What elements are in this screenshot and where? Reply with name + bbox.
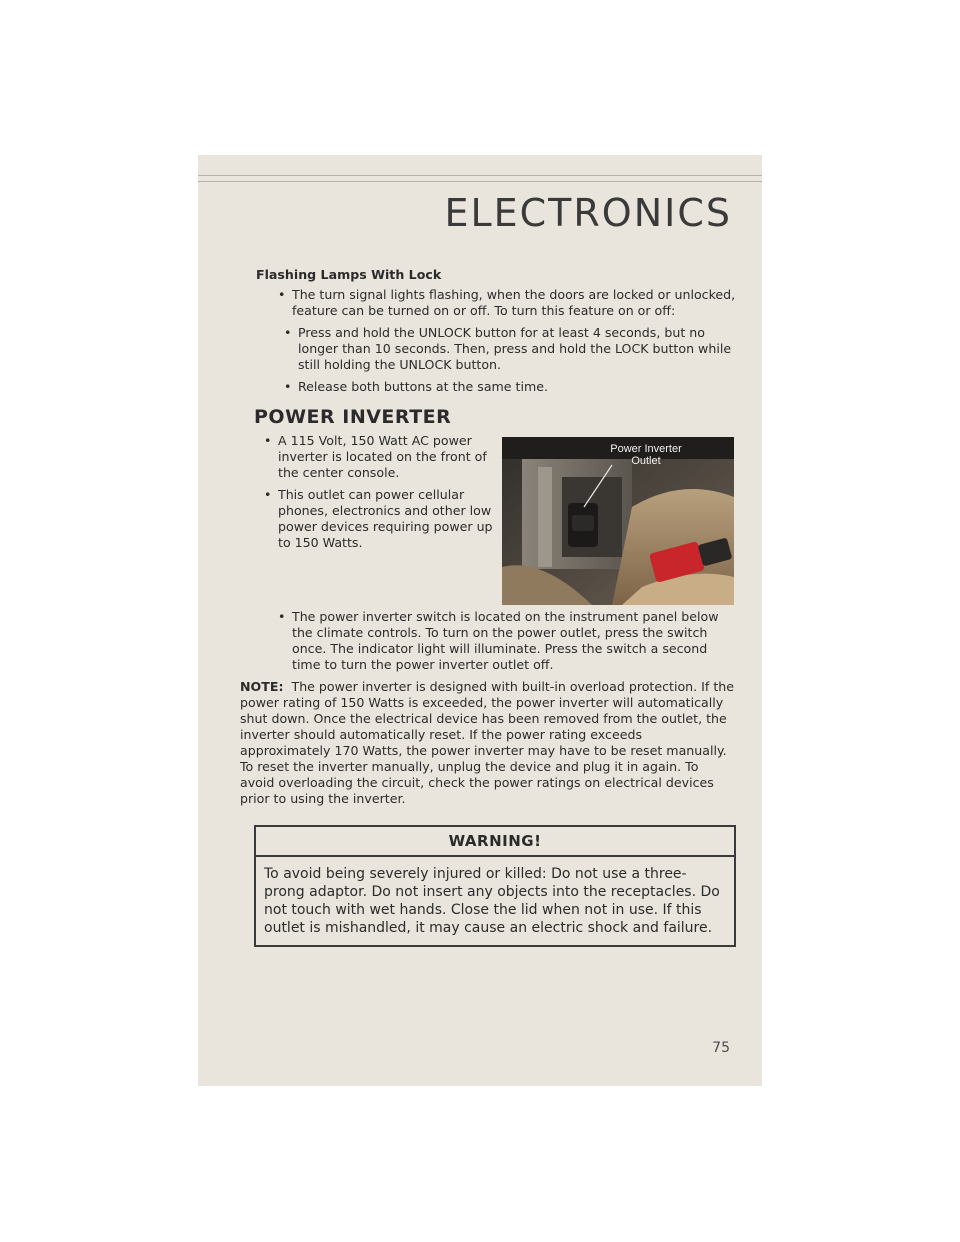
- inverter-row: [256, 433, 736, 609]
- list-item: • A 115 Volt, 150 Watt AC power inverter is located on the front of the center console.: [256, 433, 496, 481]
- list-item: • Release both buttons at the same time.: [256, 379, 736, 395]
- flashing-lamps-heading: Flashing Lamps With Lock: [256, 267, 442, 282]
- inverter-text: [256, 433, 496, 551]
- flashing-lamps-list: [256, 287, 736, 395]
- warning-box: [254, 825, 736, 947]
- inverter-list: [256, 433, 496, 551]
- power-inverter-heading: POWER INVERTER: [254, 406, 452, 428]
- list-item: • The power inverter switch is located on the instrument panel below the climate controls. To turn on the power outlet, press the switch once. The indicator light will illuminate. Press the switch a second time to turn the power inverter outlet off.: [256, 609, 736, 673]
- photo-label: Power Inverter Outlet: [610, 443, 682, 467]
- note-text: The power inverter is designed with built-in overload protection. If the power rating of 150 Watts is exceeded, the power inverter will automatically shut down. Once the electrical device has been removed from the outlet, the inverter should automatically reset. If the power rating exceeds approximately 170 Watts, the power inverter may have to be reset manually. To reset the inverter manually, unplug the device and plug it in again. To avoid overloading the circuit, check the power ratings on electrical devices prior to using the inverter.: [240, 679, 734, 806]
- power-inverter-photo: [502, 437, 734, 605]
- warning-title: WARNING!: [256, 827, 734, 857]
- note-paragraph: [240, 679, 736, 807]
- switch-list: [256, 609, 736, 673]
- list-item: • The turn signal lights flashing, when the doors are locked or unlocked, feature can be turned on or off. To turn this feature on or off:: [256, 287, 736, 319]
- list-item: • Press and hold the UNLOCK button for at least 4 seconds, but no longer than 10 seconds. Then, press and hold the LOCK button while still holding the UNLOCK button.: [256, 325, 736, 373]
- page-number: 75: [712, 1040, 730, 1056]
- top-rule-2: [198, 181, 762, 182]
- content: [240, 267, 736, 807]
- top-rule-1: [198, 175, 762, 176]
- warning-body: To avoid being severely injured or killed: Do not use a three-prong adaptor. Do not insert any objects into the receptacles. Do not touch with wet hands. Close the lid when not in use. If this outlet is mishandled, it may cause an electric shock and failure.: [264, 866, 720, 936]
- section-title: ELECTRONICS: [444, 191, 732, 235]
- list-item: • This outlet can power cellular phones, electronics and other low power devices requiring power up to 150 Watts.: [256, 487, 496, 551]
- manual-page: [198, 155, 762, 1086]
- note-label: NOTE:: [240, 679, 284, 694]
